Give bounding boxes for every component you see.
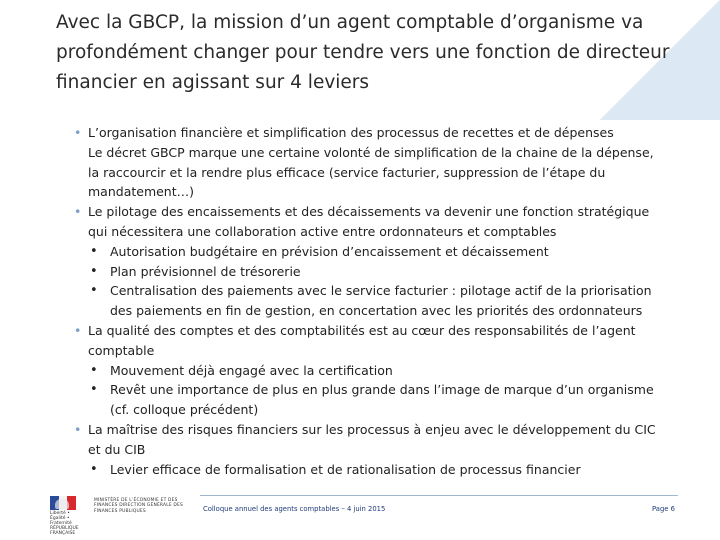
lever-2-bullet bbox=[74, 202, 664, 242]
lever-3-bullet bbox=[74, 321, 664, 361]
marianne-flag-icon bbox=[50, 496, 79, 536]
flag-caption: Liberté • Égalité • Fraternité RÉPUBLIQUE FRANÇAISE bbox=[50, 511, 79, 536]
slide-title: Avec la GBCP, la mission d’un agent comptable d’organisme va profondément changer pour tendre vers une fonction de directeur financier en agissant sur 4 leviers bbox=[56, 12, 670, 93]
ministry-logo bbox=[50, 496, 186, 536]
footer-divider bbox=[200, 495, 678, 496]
page-number: Page 6 bbox=[652, 505, 675, 513]
list-item: • Autorisation budgétaire en prévision d’encaissement et décaissement bbox=[74, 242, 664, 262]
lever-1-bullet bbox=[74, 123, 664, 143]
list-item: • Centralisation des paiements avec le service facturier : pilotage actif de la priorisation des paiements en fin de gestion, en concertation avec les priorités des ordonnateurs bbox=[74, 281, 664, 321]
lever-2-heading: Le pilotage des encaissements et des décaissements bbox=[88, 204, 421, 220]
lever-3-heading-rest: est au cœur des responsabilités de l’agent comptable bbox=[88, 322, 636, 358]
footer-event: Colloque annuel des agents comptables – 4 juin 2015 bbox=[203, 505, 386, 513]
list-item: • Mouvement déjà engagé avec la certification bbox=[74, 361, 664, 381]
lever-3-heading: La qualité des comptes et des comptabilités bbox=[88, 322, 365, 338]
list-item: • Levier efficace de formalisation et de rationalisation de processus financier bbox=[74, 460, 664, 480]
ministry-name: MINISTÈRE DE L’ÉCONOMIE ET DES FINANCES DIRECTION GÉNÉRALE DES FINANCES PUBLIQUES bbox=[94, 498, 183, 514]
lever-1-heading: L’organisation financière et simplification des processus de recettes et de dépenses bbox=[88, 125, 614, 140]
list-item: • Revêt une importance de plus en plus grande dans l’image de marque d’un organisme (cf. colloque précédent) bbox=[74, 380, 664, 420]
lever-4-bullet bbox=[74, 420, 664, 460]
lever-1-text: Le décret GBCP marque une certaine volonté de simplification de la chaine de la dépense, la raccourcir et la rendre plus efficace (service facturier, suppression de l’étape du mandatement…) bbox=[88, 144, 654, 200]
lever-4-heading: La maîtrise des risques financiers sur les processus à enjeu avec le développement du CIC et du CIB bbox=[88, 421, 656, 457]
list-item: • Plan prévisionnel de trésorerie bbox=[74, 262, 664, 282]
slide-content bbox=[74, 123, 664, 479]
lever-2-heading-rest: va devenir une fonction stratégique qui nécessitera une collaboration active entre ordonnateurs et comptables bbox=[88, 204, 650, 239]
